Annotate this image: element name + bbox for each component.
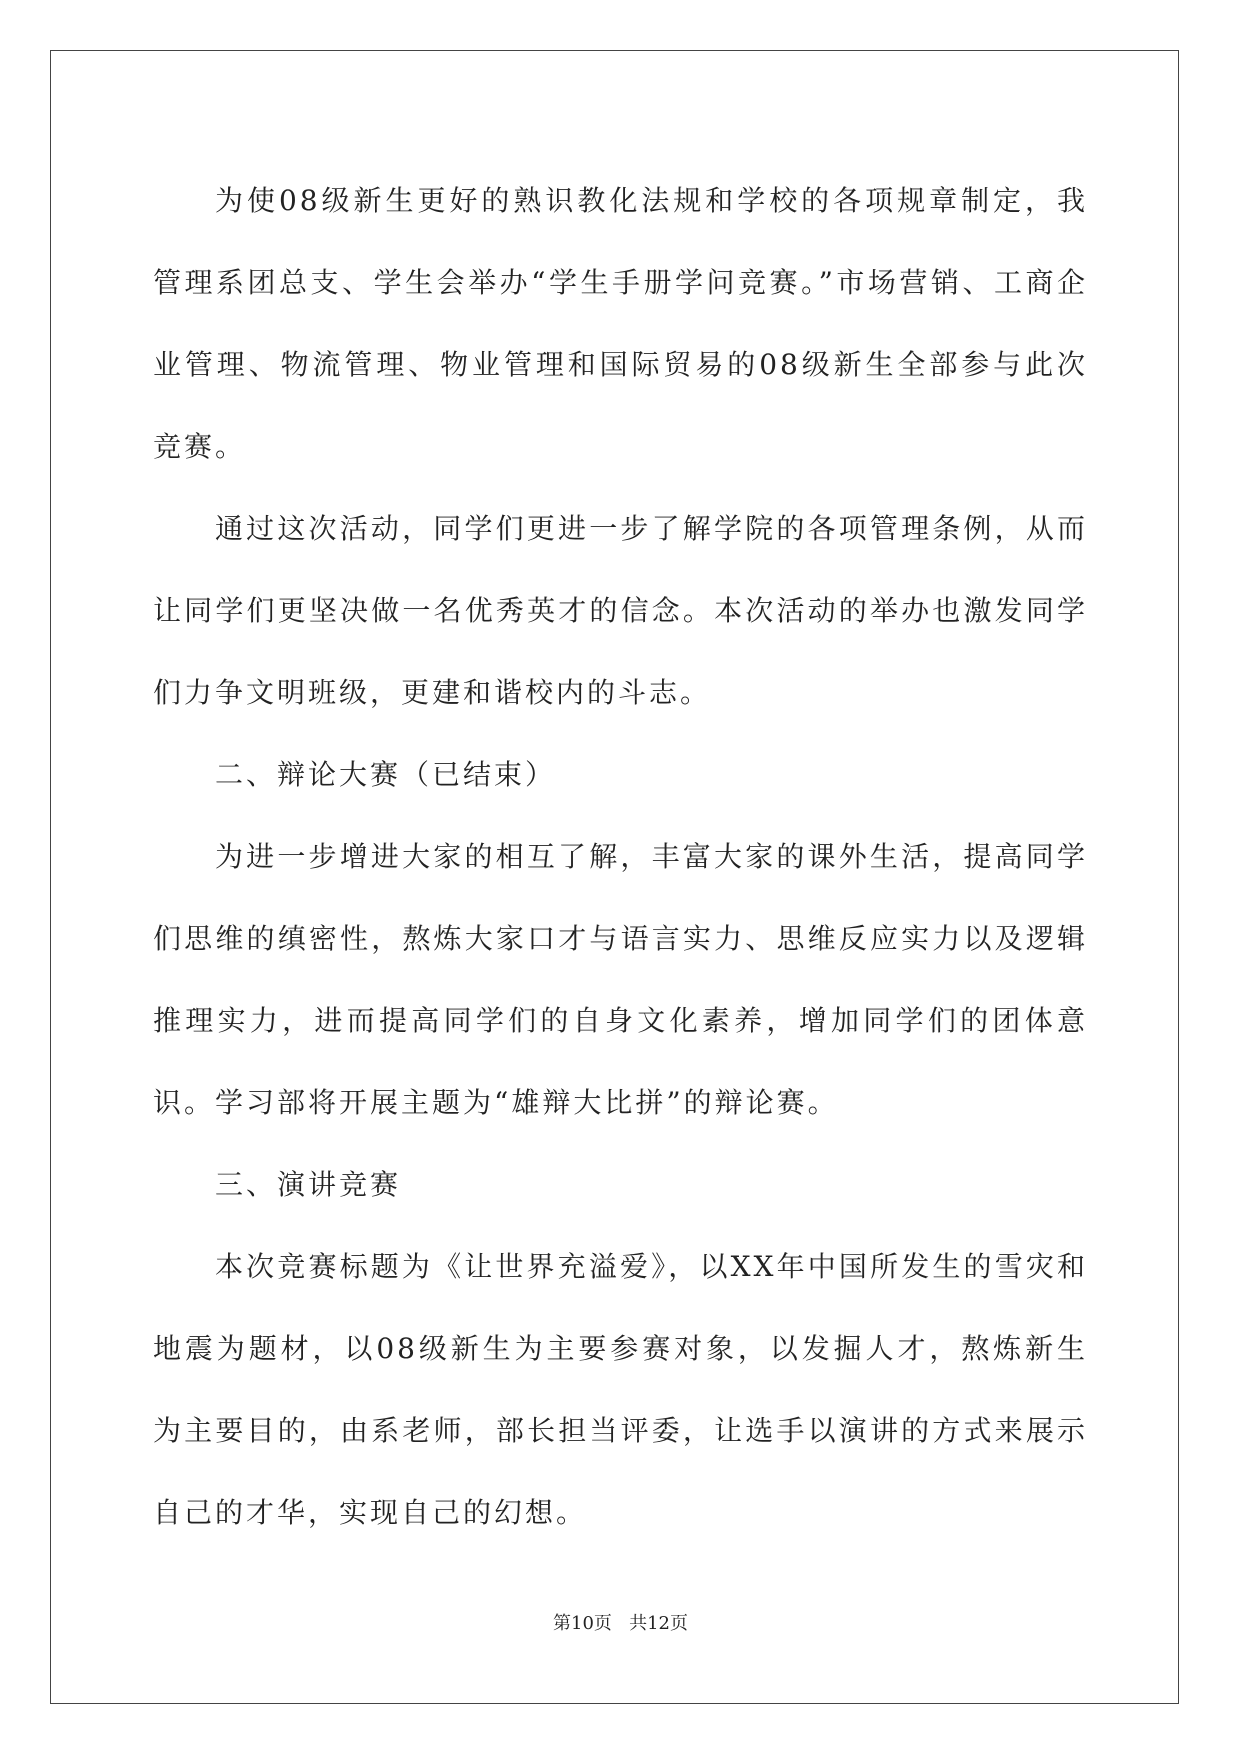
paragraph-speech: 本次竞赛标题为《让世界充溢爱》，以XX年中国所发生的雪灾和地震为题材，以08级新生为主要参赛对象，以发掘人才，熬炼新生为主要目的，由系老师，部长担当评委，让选手以演讲的方式来展示自己的才华，实现自己的幻想。 [153, 1250, 1088, 1529]
paragraph-contest-intro: 为使08级新生更好的熟识教化法规和学校的各项规章制定，我管理系团总支、学生会举办“学生手册学问竞赛。”市场营销、工商企业管理、物流管理、物业管理和国际贸易的08级新生全部参与此次竞赛。 [153, 184, 1088, 463]
paragraph-debate: 为进一步增进大家的相互了解，丰富大家的课外生活，提高同学们思维的缜密性，熬炼大家口才与语言实力、思维反应实力以及逻辑推理实力，进而提高同学们的自身文化素养，增加同学们的团体意识。学习部将开展主题为“雄辩大比拼”的辩论赛。 [153, 840, 1088, 1119]
document-body [153, 160, 1088, 1554]
section-heading-debate: 二、辩论大赛（已结束） [215, 758, 557, 791]
paragraph-activity-result: 通过这次活动，同学们更进一步了解学院的各项管理条例，从而让同学们更坚决做一名优秀英才的信念。本次活动的举办也激发同学们力争文明班级，更建和谐校内的斗志。 [153, 512, 1088, 709]
page-number: 第10页 [553, 1613, 612, 1634]
section-heading-speech: 三、演讲竞赛 [215, 1168, 402, 1201]
page-footer [0, 1609, 1241, 1635]
page-total: 共12页 [629, 1613, 688, 1634]
